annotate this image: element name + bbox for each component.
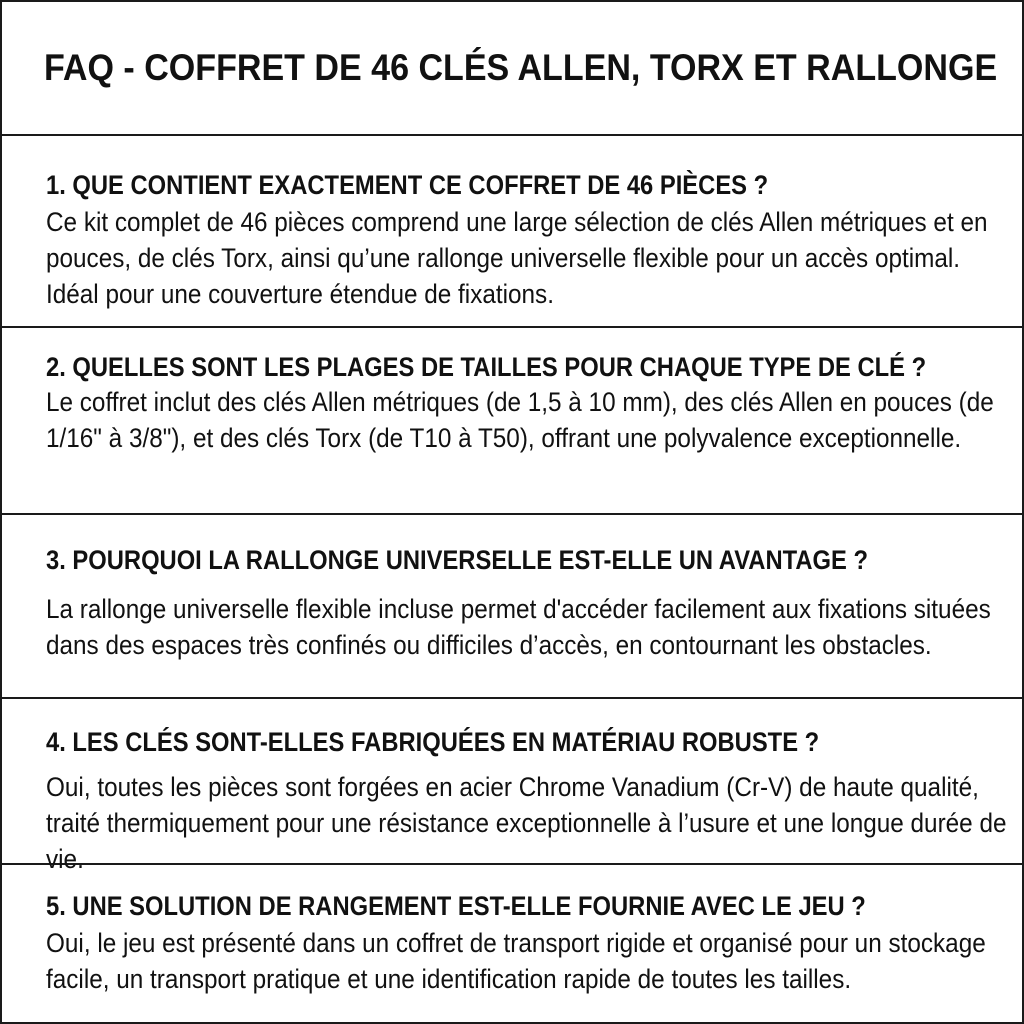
- page-title: FAQ - COFFRET DE 46 CLÉS ALLEN, TORX ET RALLONGE: [44, 47, 998, 88]
- faq-answer: Oui, toutes les pièces sont forgées en acier Chrome Vanadium (Cr-V) de haute qualité, traité thermiquement pour une résistance exceptionnelle à l’usure et une longue durée de vie.: [46, 772, 1007, 874]
- faq-item-1: [2, 136, 1022, 328]
- title-box: [2, 2, 1022, 136]
- faq-question: 3. POURQUOI LA RALLONGE UNIVERSELLE EST-ELLE UN AVANTAGE ?: [46, 545, 868, 575]
- faq-answer: La rallonge universelle flexible incluse permet d'accéder facilement aux fixations situées dans des espaces très confinés ou difficiles d’accès, en contournant les obstacles.: [46, 594, 991, 660]
- faq-question: 4. LES CLÉS SONT-ELLES FABRIQUÉES EN MATÉRIAU ROBUSTE ?: [46, 727, 820, 757]
- faq-answer: Le coffret inclut des clés Allen métriques (de 1,5 à 10 mm), des clés Allen en pouces (de 1/16" à 3/8"), et des clés Torx (de T10 à T50), offrant une polyvalence exceptionnelle.: [46, 387, 994, 453]
- faq-item-5: [2, 865, 1022, 1022]
- faq-question: 5. UNE SOLUTION DE RANGEMENT EST-ELLE FOURNIE AVEC LE JEU ?: [46, 891, 866, 921]
- faq-answer: Ce kit complet de 46 pièces comprend une large sélection de clés Allen métriques et en pouces, de clés Torx, ainsi qu’une rallonge universelle flexible pour un accès optimal. Idéal pour une couverture étendue de fixations.: [46, 207, 988, 309]
- faq-answer: Oui, le jeu est présenté dans un coffret de transport rigide et organisé pour un stockage facile, un transport pratique et une identification rapide de toutes les tailles.: [46, 928, 986, 994]
- faq-question: 1. QUE CONTIENT EXACTEMENT CE COFFRET DE 46 PIÈCES ?: [46, 170, 769, 200]
- faq-item-2: [2, 328, 1022, 515]
- faq-item-4: [2, 699, 1022, 874]
- faq-item-3: [2, 515, 1022, 699]
- faq-question: 2. QUELLES SONT LES PLAGES DE TAILLES POUR CHAQUE TYPE DE CLÉ ?: [46, 352, 927, 382]
